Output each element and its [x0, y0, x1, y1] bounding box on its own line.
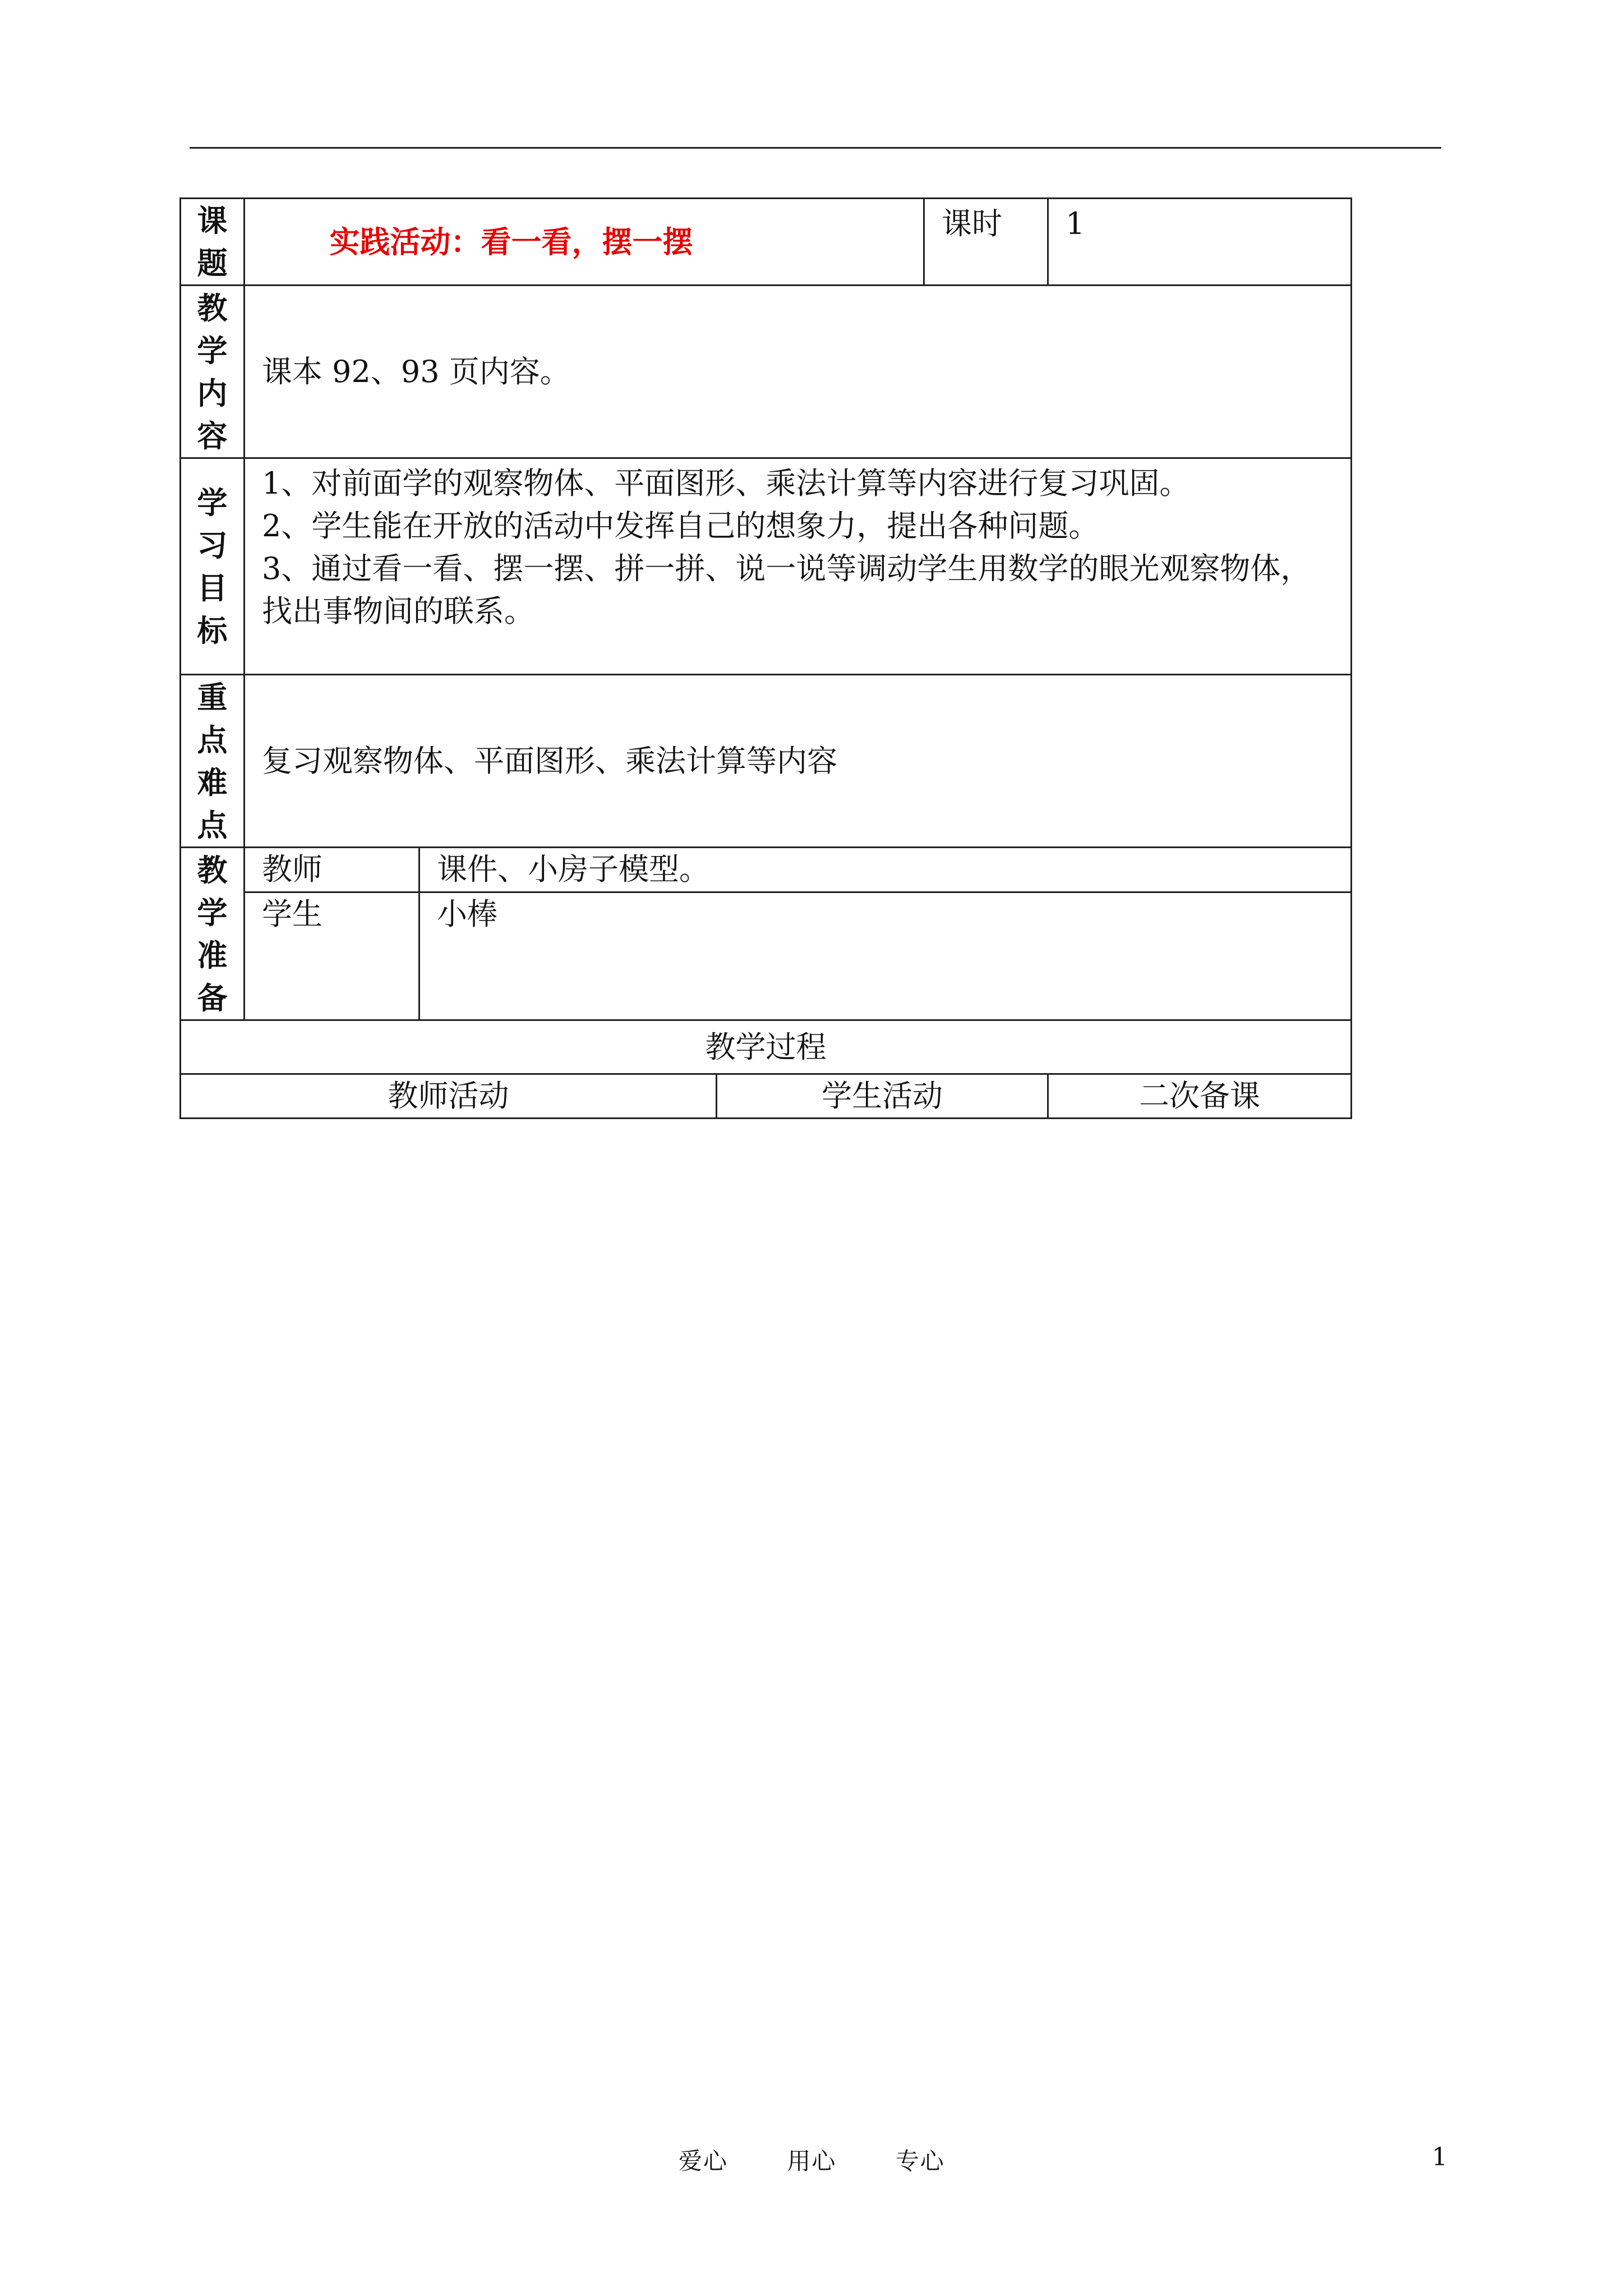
- footer-motto-item: 爱心: [679, 2147, 728, 2175]
- row-process: [181, 1020, 1352, 1074]
- column-teacher-activity: 教师活动: [181, 1074, 717, 1119]
- process-label: 教学过程: [181, 1020, 1352, 1074]
- objectives-list: [245, 458, 1352, 675]
- row-prep-teacher: [181, 848, 1352, 892]
- page-number: 1: [1432, 2143, 1447, 2171]
- row-prep-student: [181, 892, 1352, 1020]
- objectives-label: 学 习 目 标: [181, 458, 245, 675]
- prep-student-text: 小棒: [419, 892, 1352, 1020]
- row-objectives: [181, 458, 1352, 675]
- row-topic: [181, 199, 1352, 286]
- footer-motto-item: 专心: [895, 2147, 945, 2175]
- lesson-plan-table: [179, 197, 1352, 1119]
- objective-item: 1、对前面学的观察物体、平面图形、乘法计算等内容进行复习巩固。: [262, 466, 1190, 501]
- topic-label: 课 题: [181, 199, 245, 286]
- content-text: 课本 92、93 页内容。: [245, 286, 1352, 458]
- row-keypoints: [181, 675, 1352, 848]
- prep-teacher-label: 教师: [245, 848, 419, 892]
- footer-motto-item: 用心: [787, 2147, 837, 2175]
- lesson-title: 实践活动：看一看，摆一摆: [245, 199, 924, 286]
- header-rule: [190, 147, 1441, 149]
- hours-value: 1: [1048, 199, 1352, 286]
- row-content: [181, 286, 1352, 458]
- keypoints-label: 重 点 难 点: [181, 675, 245, 848]
- prep-student-label: 学生: [245, 892, 419, 1020]
- objective-item: 3、通过看一看、摆一摆、拼一拼、说一说等调动学生用数学的眼光观察物体，找出事物间的联系。: [262, 551, 1311, 629]
- column-second-prep: 二次备课: [1048, 1074, 1352, 1119]
- keypoints-text: 复习观察物体、平面图形、乘法计算等内容: [245, 675, 1352, 848]
- prep-teacher-text: 课件、小房子模型。: [419, 848, 1352, 892]
- prep-label: 教 学 准 备: [181, 848, 245, 1020]
- footer-motto: [679, 2143, 945, 2177]
- content-label: 教 学 内 容: [181, 286, 245, 458]
- row-column-headers: [181, 1074, 1352, 1119]
- hours-label: 课时: [924, 199, 1048, 286]
- column-student-activity: 学生活动: [717, 1074, 1048, 1119]
- objective-item: 2、学生能在开放的活动中发挥自己的想象力，提出各种问题。: [262, 508, 1099, 544]
